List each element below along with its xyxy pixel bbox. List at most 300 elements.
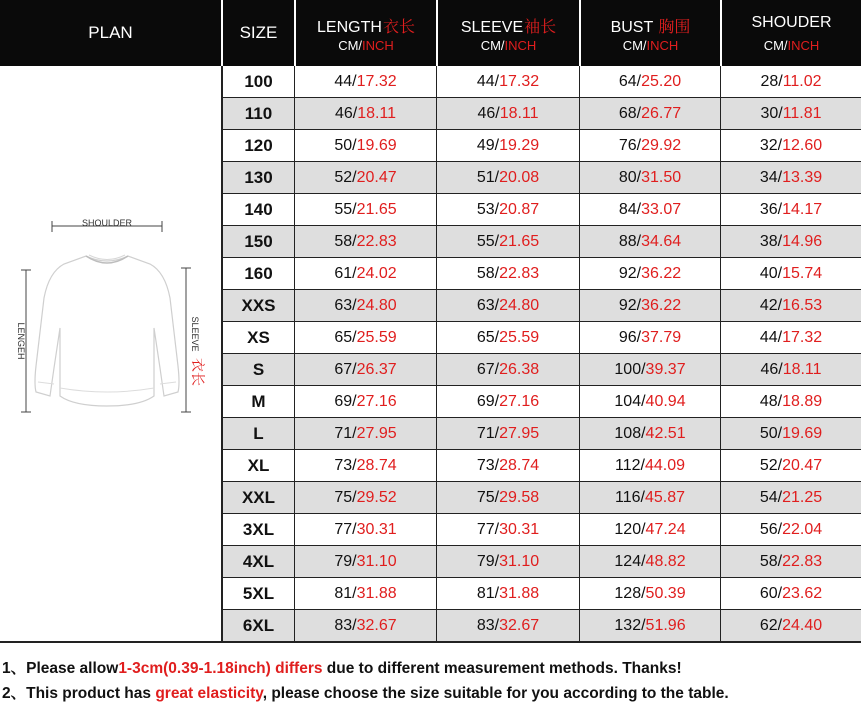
shoulder-in-value: 14.96 <box>782 232 823 250</box>
sleeve-cm-value: 77 <box>476 520 495 538</box>
length-cell: 71 / 27.95 <box>294 418 436 449</box>
sleeve-cm-value: 51 <box>476 168 495 186</box>
sleeve-cell: 79 / 31.10 <box>436 546 579 577</box>
size-cell <box>221 610 294 641</box>
sleeve-cm-value: 71 <box>476 424 495 442</box>
length-cell: 52 / 20.47 <box>294 162 436 193</box>
sleeve-label-cn: 衣长 <box>189 358 205 386</box>
table-row <box>221 386 861 418</box>
shoulder-cm-value: 62 <box>759 616 778 634</box>
sleeve-in-value: 31.88 <box>499 584 540 602</box>
sleeve-in-value: 31.10 <box>499 552 540 570</box>
length-in-value: 27.95 <box>356 424 397 442</box>
bust-cm-value: 132 <box>614 616 642 634</box>
length-in-value: 31.10 <box>356 552 397 570</box>
sleeve-cell: 81 / 31.88 <box>436 578 579 609</box>
sleeve-in-value: 27.95 <box>499 424 540 442</box>
length-cell: 73 / 28.74 <box>294 450 436 481</box>
unit-inch: INCH <box>362 38 394 53</box>
bust-cell: 112 / 44.09 <box>579 450 720 481</box>
sleeve-in-value: 28.74 <box>499 456 540 474</box>
table-row <box>221 450 861 482</box>
unit-cm: CM/ <box>480 38 505 53</box>
bust-header-cn: 胸围 <box>658 17 691 36</box>
shoulder-in-value: 21.25 <box>782 488 823 506</box>
table-row <box>221 130 861 162</box>
shoulder-cell: 54 / 21.25 <box>720 482 861 513</box>
sleeve-cell: 83 / 32.67 <box>436 610 579 641</box>
table-row <box>221 322 861 354</box>
sleeve-cell: 51 / 20.08 <box>436 162 579 193</box>
sleeve-cell: 77 / 30.31 <box>436 514 579 545</box>
size-cell <box>221 226 294 257</box>
bust-in-value: 29.92 <box>641 136 682 154</box>
size-cell <box>221 322 294 353</box>
length-cm-value: 61 <box>334 264 353 282</box>
size-value: XL <box>247 455 270 475</box>
shoulder-cm-value: 28 <box>760 72 779 90</box>
bust-cell: 128 / 50.39 <box>579 578 720 609</box>
sleeve-in-value: 32.67 <box>499 616 540 634</box>
bust-cell: 124 / 48.82 <box>579 546 720 577</box>
shoulder-cell: 34 / 13.39 <box>720 162 861 193</box>
size-cell <box>221 354 294 385</box>
note-1 <box>2 656 860 681</box>
shoulder-in-value: 15.74 <box>782 264 823 282</box>
sleeve-cell: 46 / 18.11 <box>436 98 579 129</box>
shoulder-cell: 32 / 12.60 <box>720 130 861 161</box>
bust-in-value: 25.20 <box>641 72 682 90</box>
bust-cell: 64 / 25.20 <box>579 66 720 97</box>
bust-in-value: 31.50 <box>641 168 682 186</box>
bust-in-value: 34.64 <box>641 232 682 250</box>
length-cell: 63 / 24.80 <box>294 290 436 321</box>
shoulder-cm-value: 46 <box>760 360 779 378</box>
shoulder-cm-value: 32 <box>759 136 778 154</box>
sleeve-in-value: 18.11 <box>499 104 539 122</box>
shoulder-in-value: 16.53 <box>782 296 823 314</box>
size-value: 160 <box>244 263 273 283</box>
footer-divider <box>0 641 861 643</box>
bust-in-value: 51.96 <box>645 616 686 634</box>
size-cell <box>221 450 294 481</box>
length-in-value: 26.37 <box>356 360 397 378</box>
shoulder-in-value: 19.69 <box>782 424 823 442</box>
length-in-value: 24.02 <box>356 264 397 282</box>
shoulder-cell: 48 / 18.89 <box>720 386 861 417</box>
sleeve-cm-value: 69 <box>476 392 495 410</box>
sleeve-cm-value: 83 <box>476 616 495 634</box>
sweatshirt-diagram <box>0 66 221 642</box>
bust-cm-value: 108 <box>614 424 642 442</box>
sleeve-in-value: 25.59 <box>499 328 540 346</box>
shoulder-cell: 28 / 11.02 <box>720 66 861 97</box>
length-cm-value: 83 <box>334 616 353 634</box>
table-row <box>221 482 861 514</box>
length-cm-value: 46 <box>334 104 353 122</box>
note-1-text-end: due to different measurement methods. Thanks! <box>322 660 682 677</box>
note-2-highlight: great elasticity <box>155 685 263 702</box>
length-cm-value: 55 <box>334 200 353 218</box>
size-value: 5XL <box>242 583 275 603</box>
shoulder-cm-value: 44 <box>759 328 778 346</box>
length-cm-value: 75 <box>334 488 353 506</box>
size-value: M <box>251 391 266 411</box>
sleeve-cell: 67 / 26.38 <box>436 354 579 385</box>
shoulder-cell: 36 / 14.17 <box>720 194 861 225</box>
bust-cm-value: 112 <box>614 456 641 474</box>
length-cell: 69 / 27.16 <box>294 386 436 417</box>
bust-in-value: 44.09 <box>644 456 685 474</box>
sleeve-cm-value: 75 <box>476 488 495 506</box>
size-value: 4XL <box>242 551 275 571</box>
shoulder-cell: 46 / 18.11 <box>720 354 861 385</box>
size-value: 130 <box>244 167 273 187</box>
length-in-value: 20.47 <box>356 168 397 186</box>
shoulder-cm-value: 54 <box>759 488 778 506</box>
length-cell: 44 / 17.32 <box>294 66 436 97</box>
size-value: L <box>253 423 264 443</box>
note-1-text: 1、Please allow <box>2 660 119 677</box>
bust-in-value: 36.22 <box>641 264 682 282</box>
bust-cm-value: 64 <box>618 72 637 90</box>
sleeve-header-en: SLEEVE <box>460 19 524 36</box>
bust-in-value: 33.07 <box>641 200 682 218</box>
shoulder-label: SHOULDER <box>81 218 133 228</box>
bust-cell: 96 / 37.79 <box>579 322 720 353</box>
sleeve-cm-value: 67 <box>476 360 495 378</box>
table-row <box>221 226 861 258</box>
table-row <box>221 418 861 450</box>
length-cm-value: 67 <box>334 360 353 378</box>
bust-in-value: 40.94 <box>645 392 686 410</box>
shoulder-cell: 40 / 15.74 <box>720 258 861 289</box>
shoulder-cell: 50 / 19.69 <box>720 418 861 449</box>
bust-cell: 120 / 47.24 <box>579 514 720 545</box>
length-cell: 75 / 29.52 <box>294 482 436 513</box>
length-cm-value: 79 <box>334 552 353 570</box>
shoulder-cm-value: 56 <box>759 520 778 538</box>
shoulder-in-value: 22.04 <box>782 520 823 538</box>
bust-cell: 88 / 34.64 <box>579 226 720 257</box>
shoulder-cell: 60 / 23.62 <box>720 578 861 609</box>
table-row <box>221 546 861 578</box>
shoulder-cm-value: 30 <box>760 104 779 122</box>
length-in-value: 32.67 <box>356 616 397 634</box>
length-cm-value: 52 <box>334 168 353 186</box>
length-label: LENGEH <box>16 322 26 360</box>
size-cell <box>221 482 294 513</box>
sleeve-in-value: 19.29 <box>499 136 540 154</box>
shoulder-cm-value: 48 <box>759 392 778 410</box>
bust-cm-value: 124 <box>614 552 642 570</box>
sleeve-in-value: 20.08 <box>499 168 540 186</box>
length-in-value: 19.69 <box>356 136 397 154</box>
sleeve-cm-value: 65 <box>476 328 495 346</box>
length-cm-value: 81 <box>334 584 353 602</box>
shoulder-cell: 56 / 22.04 <box>720 514 861 545</box>
sweatshirt-icon <box>35 255 179 406</box>
sleeve-header <box>438 0 579 66</box>
bust-in-value: 26.77 <box>641 104 682 122</box>
sleeve-in-value: 30.31 <box>499 520 540 538</box>
size-value: 140 <box>244 199 273 219</box>
shoulder-cm-value: 42 <box>759 296 778 314</box>
sleeve-in-value: 29.58 <box>499 488 540 506</box>
size-value: 6XL <box>242 615 275 635</box>
shoulder-cm-value: 52 <box>759 456 778 474</box>
shoulder-cell: 30 / 11.81 <box>720 98 861 129</box>
sleeve-in-value: 24.80 <box>499 296 540 314</box>
bust-cm-value: 104 <box>614 392 642 410</box>
length-cell: 79 / 31.10 <box>294 546 436 577</box>
bust-cell: 116 / 45.87 <box>579 482 720 513</box>
sleeve-cell: 69 / 27.16 <box>436 386 579 417</box>
table-row <box>221 578 861 610</box>
size-cell <box>221 98 294 129</box>
sleeve-cell: 49 / 19.29 <box>436 130 579 161</box>
shoulder-header <box>722 0 861 66</box>
size-cell <box>221 386 294 417</box>
length-in-value: 25.59 <box>356 328 397 346</box>
length-cell: 55 / 21.65 <box>294 194 436 225</box>
sleeve-cell: 71 / 27.95 <box>436 418 579 449</box>
shoulder-cm-value: 40 <box>759 264 778 282</box>
length-header <box>296 0 436 66</box>
bust-in-value: 39.37 <box>645 360 686 378</box>
size-cell <box>221 290 294 321</box>
table-row <box>221 98 861 130</box>
size-table <box>221 66 861 642</box>
size-value: S <box>252 359 265 379</box>
bust-header-en: BUST <box>610 19 653 36</box>
size-value: 110 <box>244 103 273 123</box>
size-header: SIZE <box>239 23 278 42</box>
size-value: XXL <box>241 487 276 507</box>
size-cell <box>221 66 294 97</box>
sleeve-cm-value: 63 <box>476 296 495 314</box>
shoulder-cell: 62 / 24.40 <box>720 610 861 641</box>
bust-cm-value: 76 <box>618 136 637 154</box>
size-value: 120 <box>244 135 273 155</box>
shoulder-in-value: 18.11 <box>782 360 822 378</box>
size-value: XS <box>247 327 270 347</box>
sleeve-cell: 65 / 25.59 <box>436 322 579 353</box>
size-cell <box>221 578 294 609</box>
sleeve-in-value: 26.38 <box>499 360 540 378</box>
bust-cm-value: 80 <box>618 168 637 186</box>
sleeve-cm-value: 58 <box>476 264 495 282</box>
bust-cell: 108 / 42.51 <box>579 418 720 449</box>
bust-cell: 84 / 33.07 <box>579 194 720 225</box>
sleeve-cm-value: 44 <box>476 72 495 90</box>
bust-cm-value: 84 <box>618 200 637 218</box>
length-cm-value: 69 <box>334 392 353 410</box>
unit-cm: CM/ <box>763 38 788 53</box>
length-cm-value: 58 <box>334 232 353 250</box>
bust-in-value: 48.82 <box>645 552 686 570</box>
bust-cm-value: 116 <box>614 488 641 506</box>
unit-inch: INCH <box>787 38 820 53</box>
length-in-value: 31.88 <box>356 584 397 602</box>
bust-cm-value: 100 <box>614 360 642 378</box>
notes <box>2 656 860 706</box>
shoulder-cm-value: 38 <box>759 232 778 250</box>
length-cm-value: 63 <box>334 296 353 314</box>
sleeve-cell: 58 / 22.83 <box>436 258 579 289</box>
bust-in-value: 50.39 <box>645 584 686 602</box>
sleeve-in-value: 17.32 <box>499 72 540 90</box>
sleeve-cm-value: 73 <box>476 456 495 474</box>
bust-cell: 92 / 36.22 <box>579 290 720 321</box>
table-row <box>221 354 861 386</box>
length-cm-value: 71 <box>334 424 353 442</box>
length-header-en: LENGTH <box>317 19 382 36</box>
sleeve-cell: 75 / 29.58 <box>436 482 579 513</box>
size-cell <box>221 514 294 545</box>
shoulder-cell: 38 / 14.96 <box>720 226 861 257</box>
bust-cell: 92 / 36.22 <box>579 258 720 289</box>
unit-inch: INCH <box>646 38 679 53</box>
length-cm-value: 73 <box>334 456 353 474</box>
bust-cell: 76 / 29.92 <box>579 130 720 161</box>
length-header-cn: 衣长 <box>382 17 415 36</box>
sleeve-cell: 44 / 17.32 <box>436 66 579 97</box>
shoulder-in-value: 11.81 <box>782 104 822 122</box>
length-in-value: 29.52 <box>356 488 397 506</box>
shoulder-in-value: 22.83 <box>782 552 823 570</box>
bust-cm-value: 68 <box>618 104 637 122</box>
shoulder-in-value: 13.39 <box>782 168 823 186</box>
size-cell <box>221 418 294 449</box>
length-in-value: 18.11 <box>357 104 397 122</box>
sleeve-cm-value: 46 <box>477 104 496 122</box>
unit-inch: INCH <box>504 38 537 53</box>
table-row <box>221 514 861 546</box>
table-row <box>221 162 861 194</box>
sleeve-in-value: 22.83 <box>499 264 540 282</box>
shoulder-in-value: 11.02 <box>782 72 822 90</box>
sleeve-label: SLEEVE <box>190 316 200 352</box>
shoulder-cm-value: 34 <box>759 168 778 186</box>
table-row <box>221 194 861 226</box>
sleeve-cm-value: 81 <box>476 584 495 602</box>
table-row <box>221 66 861 98</box>
length-in-value: 28.74 <box>356 456 397 474</box>
table-row <box>221 290 861 322</box>
sleeve-header-cn: 袖长 <box>524 17 557 36</box>
length-cell: 65 / 25.59 <box>294 322 436 353</box>
shoulder-cell: 52 / 20.47 <box>720 450 861 481</box>
note-2 <box>2 681 860 706</box>
sleeve-cm-value: 55 <box>476 232 495 250</box>
bust-cell: 68 / 26.77 <box>579 98 720 129</box>
size-value: 100 <box>244 71 273 91</box>
sleeve-cm-value: 53 <box>476 200 495 218</box>
length-cm-value: 50 <box>334 136 353 154</box>
bust-in-value: 42.51 <box>645 424 686 442</box>
sleeve-cm-value: 79 <box>476 552 495 570</box>
shoulder-cm-value: 50 <box>759 424 778 442</box>
length-in-value: 17.32 <box>356 72 397 90</box>
bust-cell: 132 / 51.96 <box>579 610 720 641</box>
bust-in-value: 45.87 <box>644 488 685 506</box>
length-in-value: 24.80 <box>356 296 397 314</box>
bust-cm-value: 92 <box>618 264 637 282</box>
bust-in-value: 47.24 <box>645 520 686 538</box>
length-in-value: 21.65 <box>356 200 397 218</box>
shoulder-in-value: 20.47 <box>782 456 823 474</box>
bust-cm-value: 128 <box>614 584 642 602</box>
bust-cm-value: 88 <box>618 232 637 250</box>
table-row <box>221 610 861 642</box>
shoulder-in-value: 24.40 <box>782 616 823 634</box>
length-cell: 81 / 31.88 <box>294 578 436 609</box>
sleeve-cell: 73 / 28.74 <box>436 450 579 481</box>
size-cell <box>221 162 294 193</box>
bust-cell: 104 / 40.94 <box>579 386 720 417</box>
length-in-value: 30.31 <box>356 520 397 538</box>
shoulder-header-en: SHOUDER <box>751 14 832 31</box>
sleeve-cell: 55 / 21.65 <box>436 226 579 257</box>
shoulder-in-value: 18.89 <box>782 392 823 410</box>
length-cm-value: 44 <box>334 72 353 90</box>
shoulder-in-value: 17.32 <box>782 328 823 346</box>
sleeve-cell: 53 / 20.87 <box>436 194 579 225</box>
plan-header: PLAN <box>88 23 133 42</box>
shoulder-cell: 42 / 16.53 <box>720 290 861 321</box>
size-value: 3XL <box>242 519 275 539</box>
size-value: 150 <box>244 231 273 251</box>
length-cell: 58 / 22.83 <box>294 226 436 257</box>
length-in-value: 22.83 <box>356 232 397 250</box>
bust-cm-value: 92 <box>618 296 637 314</box>
size-cell <box>221 130 294 161</box>
size-value: XXS <box>241 295 276 315</box>
bust-cell: 80 / 31.50 <box>579 162 720 193</box>
note-2-text-end: , please choose the size suitable for you according to the table. <box>262 685 729 702</box>
bust-cm-value: 120 <box>614 520 642 538</box>
sleeve-in-value: 20.87 <box>499 200 540 218</box>
unit-cm: CM/ <box>622 38 647 53</box>
shoulder-in-value: 14.17 <box>782 200 823 218</box>
length-cm-value: 77 <box>334 520 353 538</box>
length-cell: 61 / 24.02 <box>294 258 436 289</box>
size-cell <box>221 546 294 577</box>
length-in-value: 27.16 <box>356 392 397 410</box>
shoulder-cm-value: 58 <box>759 552 778 570</box>
length-cell: 50 / 19.69 <box>294 130 436 161</box>
length-cell: 77 / 30.31 <box>294 514 436 545</box>
plan-illustration <box>0 66 221 642</box>
bust-cm-value: 96 <box>618 328 637 346</box>
note-2-text: 2、This product has <box>2 685 156 702</box>
shoulder-in-value: 23.62 <box>782 584 823 602</box>
note-1-highlight: 1-3cm(0.39-1.18inch) differs <box>118 660 323 677</box>
shoulder-cm-value: 36 <box>759 200 778 218</box>
table-row <box>221 258 861 290</box>
shoulder-cm-value: 60 <box>759 584 778 602</box>
length-cm-value: 65 <box>334 328 353 346</box>
sleeve-in-value: 21.65 <box>499 232 540 250</box>
sleeve-cm-value: 49 <box>476 136 495 154</box>
unit-cm: CM/ <box>338 38 363 53</box>
length-cell: 67 / 26.37 <box>294 354 436 385</box>
bust-cell: 100 / 39.37 <box>579 354 720 385</box>
bust-header <box>581 0 720 66</box>
bust-in-value: 36.22 <box>641 296 682 314</box>
sleeve-in-value: 27.16 <box>499 392 540 410</box>
